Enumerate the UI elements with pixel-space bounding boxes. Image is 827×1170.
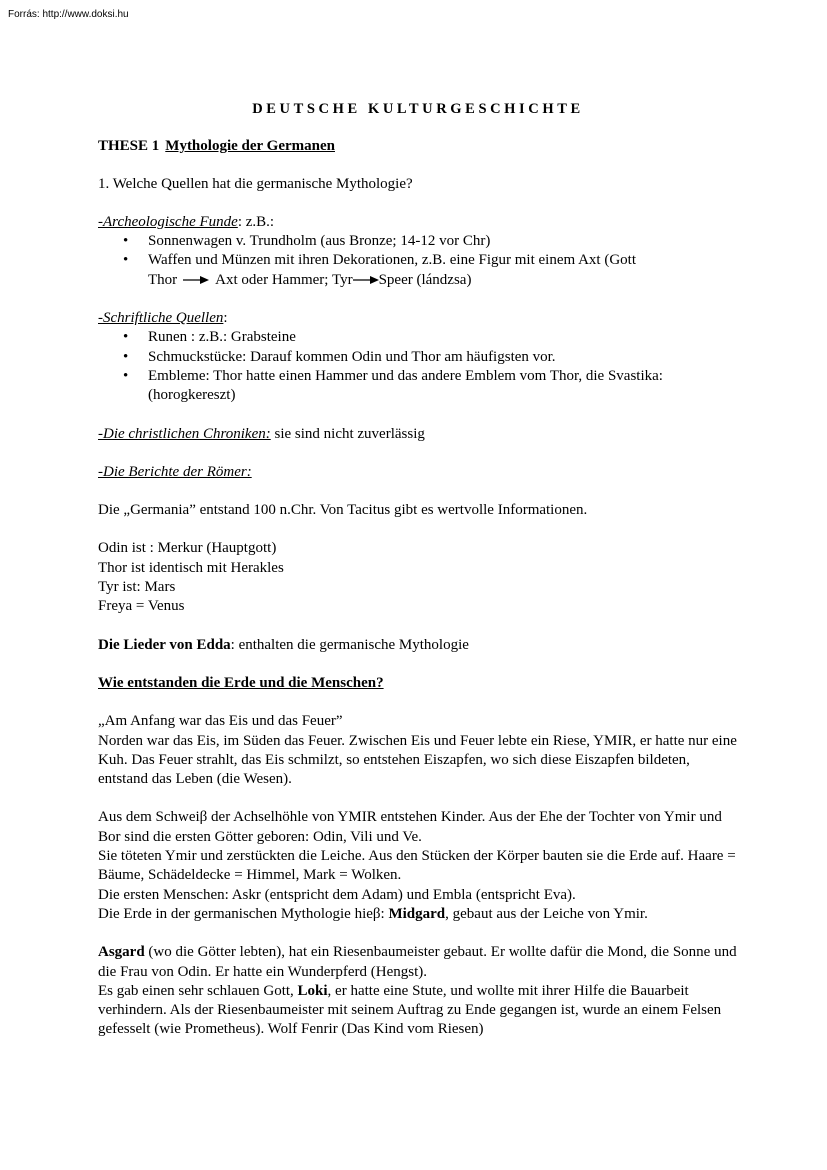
schrift-rest: : (223, 310, 228, 327)
god-line: Odin ist : Merkur (Hauptgott) (98, 540, 277, 557)
para3-text2: , er hatte eine Stute, und wollte mit ihrer Hilfe die Bauarbeit verhindern. Als der Riesenbaumeister mit seinem Auftrag zu Ende gegangen ist, wurde an einem Felsen gefesselt (wie Prometheus). Wolf Fenrir (Das Kind vom Riesen) (98, 982, 722, 1038)
archeo-item2-thor: Thor (148, 271, 178, 288)
archeo-item2-line1: Waffen und Münzen mit ihren Dekorationen, z.B. eine Figur mit einem Axt (Gott (148, 252, 636, 269)
loki-term: Loki (297, 982, 328, 999)
archeo-heading (98, 213, 738, 232)
question-1: 1. Welche Quellen hat die germanische Mythologie? (98, 175, 413, 192)
schrift-list (98, 328, 738, 405)
archeo-rest: : z.B.: (237, 213, 275, 230)
edda-head: Die Lieder von Edda (98, 636, 231, 653)
roemer-line (98, 463, 738, 482)
paragraph-1: „Am Anfang war das Eis und das Feuer” Norden war das Eis, im Süden das Feuer. Zwischen Eis und Feuer lebte ein Riese, YMIR, er hatte nur eine Kuh. Das Feuer strahlt, das Eis schmilzt, so entstehen Eiszapfen, wo sich diese Eiszapfen bildeten, entstand das Leben (die Wesen). (98, 713, 737, 788)
chroniken-head: -Die christlichen Chroniken: (98, 425, 271, 442)
list-item: • Embleme: Thor hatte einen Hammer und das andere Emblem vom Thor, die Svastika: (horogkereszt) (148, 367, 738, 406)
archeo-list (98, 232, 738, 290)
list-item: • Schmuckstücke: Darauf kommen Odin und Thor am häufigsten vor. (148, 348, 738, 367)
list-item: • Runen : z.B.: Grabsteine (148, 328, 738, 347)
thesis-topic: Mythologie der Germanen (165, 138, 335, 155)
thesis-heading (98, 137, 738, 156)
thesis-label: THESE 1 (98, 138, 160, 155)
source-url: Forrás: http://www.doksi.hu (8, 9, 129, 20)
para2-end: , gebaut aus der Leiche von Ymir. (445, 905, 648, 922)
para3-text1: (wo die Götter lebten), hat ein Riesenbaumeister gebaut. Er wollte dafür die Mond, die Sonne und die Frau von Odin. Er hatte ein Wunderpferd (Hengst). Es gab einen sehr schlauen Gott, (98, 944, 737, 999)
schrift-head: -Schriftliche Quellen (98, 310, 224, 327)
archeo-head: -Archeologische Funde (98, 213, 238, 230)
right-arrow-icon (183, 275, 209, 285)
asgard-term: Asgard (98, 944, 145, 961)
para2-text: Aus dem Schweiβ der Achselhöhle von YMIR entstehen Kinder. Aus der Ehe der Tochter von Ymir und Bor sind die ersten Götter geboren: Odin, Vili und Ve. Sie töteten Ymir und zerstückten die Leiche. Aus den Stücken der Körper bauten sie die Erde auf. Haare = Bäume, Schädeldecke = Himmel, Mark = Wolken. Die ersten Menschen: Askr (entspricht dem Adam) und Embla (entspricht Eva). Die Erde in der germanischen Mythologie hieβ: (98, 809, 736, 922)
god-line: Freya = Venus (98, 598, 185, 615)
list-item: • Sonnenwagen v. Trundholm (aus Bronze; 14-12 vor Chr) (148, 232, 738, 251)
god-line: Thor ist identisch mit Herakles (98, 559, 284, 576)
list-item (148, 251, 738, 290)
document-page (98, 100, 738, 1059)
god-line: Tyr ist: Mars (98, 579, 176, 596)
section-heading: Wie entstanden die Erde und die Menschen? (98, 674, 384, 691)
schrift-heading (98, 309, 738, 328)
midgard-term: Midgard (388, 905, 446, 922)
paragraph-3 (98, 943, 738, 1039)
chroniken-line (98, 425, 738, 444)
paragraph-2 (98, 808, 738, 924)
document-title: DEUTSCHE KULTURGESCHICHTE (252, 101, 584, 117)
roemer-head: -Die Berichte der Römer: (98, 463, 252, 480)
gods-block (98, 539, 738, 616)
edda-line (98, 636, 738, 655)
chroniken-rest: sie sind nicht zuverlässig (270, 425, 425, 442)
right-arrow-icon (353, 275, 379, 285)
edda-rest: : enthalten die germanische Mythologie (230, 636, 469, 653)
archeo-item2-axt: Axt oder Hammer; Tyr (215, 271, 353, 288)
archeo-item2-speer: Speer (lándzsa) (378, 271, 472, 288)
germania-line: Die „Germania” entstand 100 n.Chr. Von Tacitus gibt es wertvolle Informationen. (98, 502, 588, 519)
